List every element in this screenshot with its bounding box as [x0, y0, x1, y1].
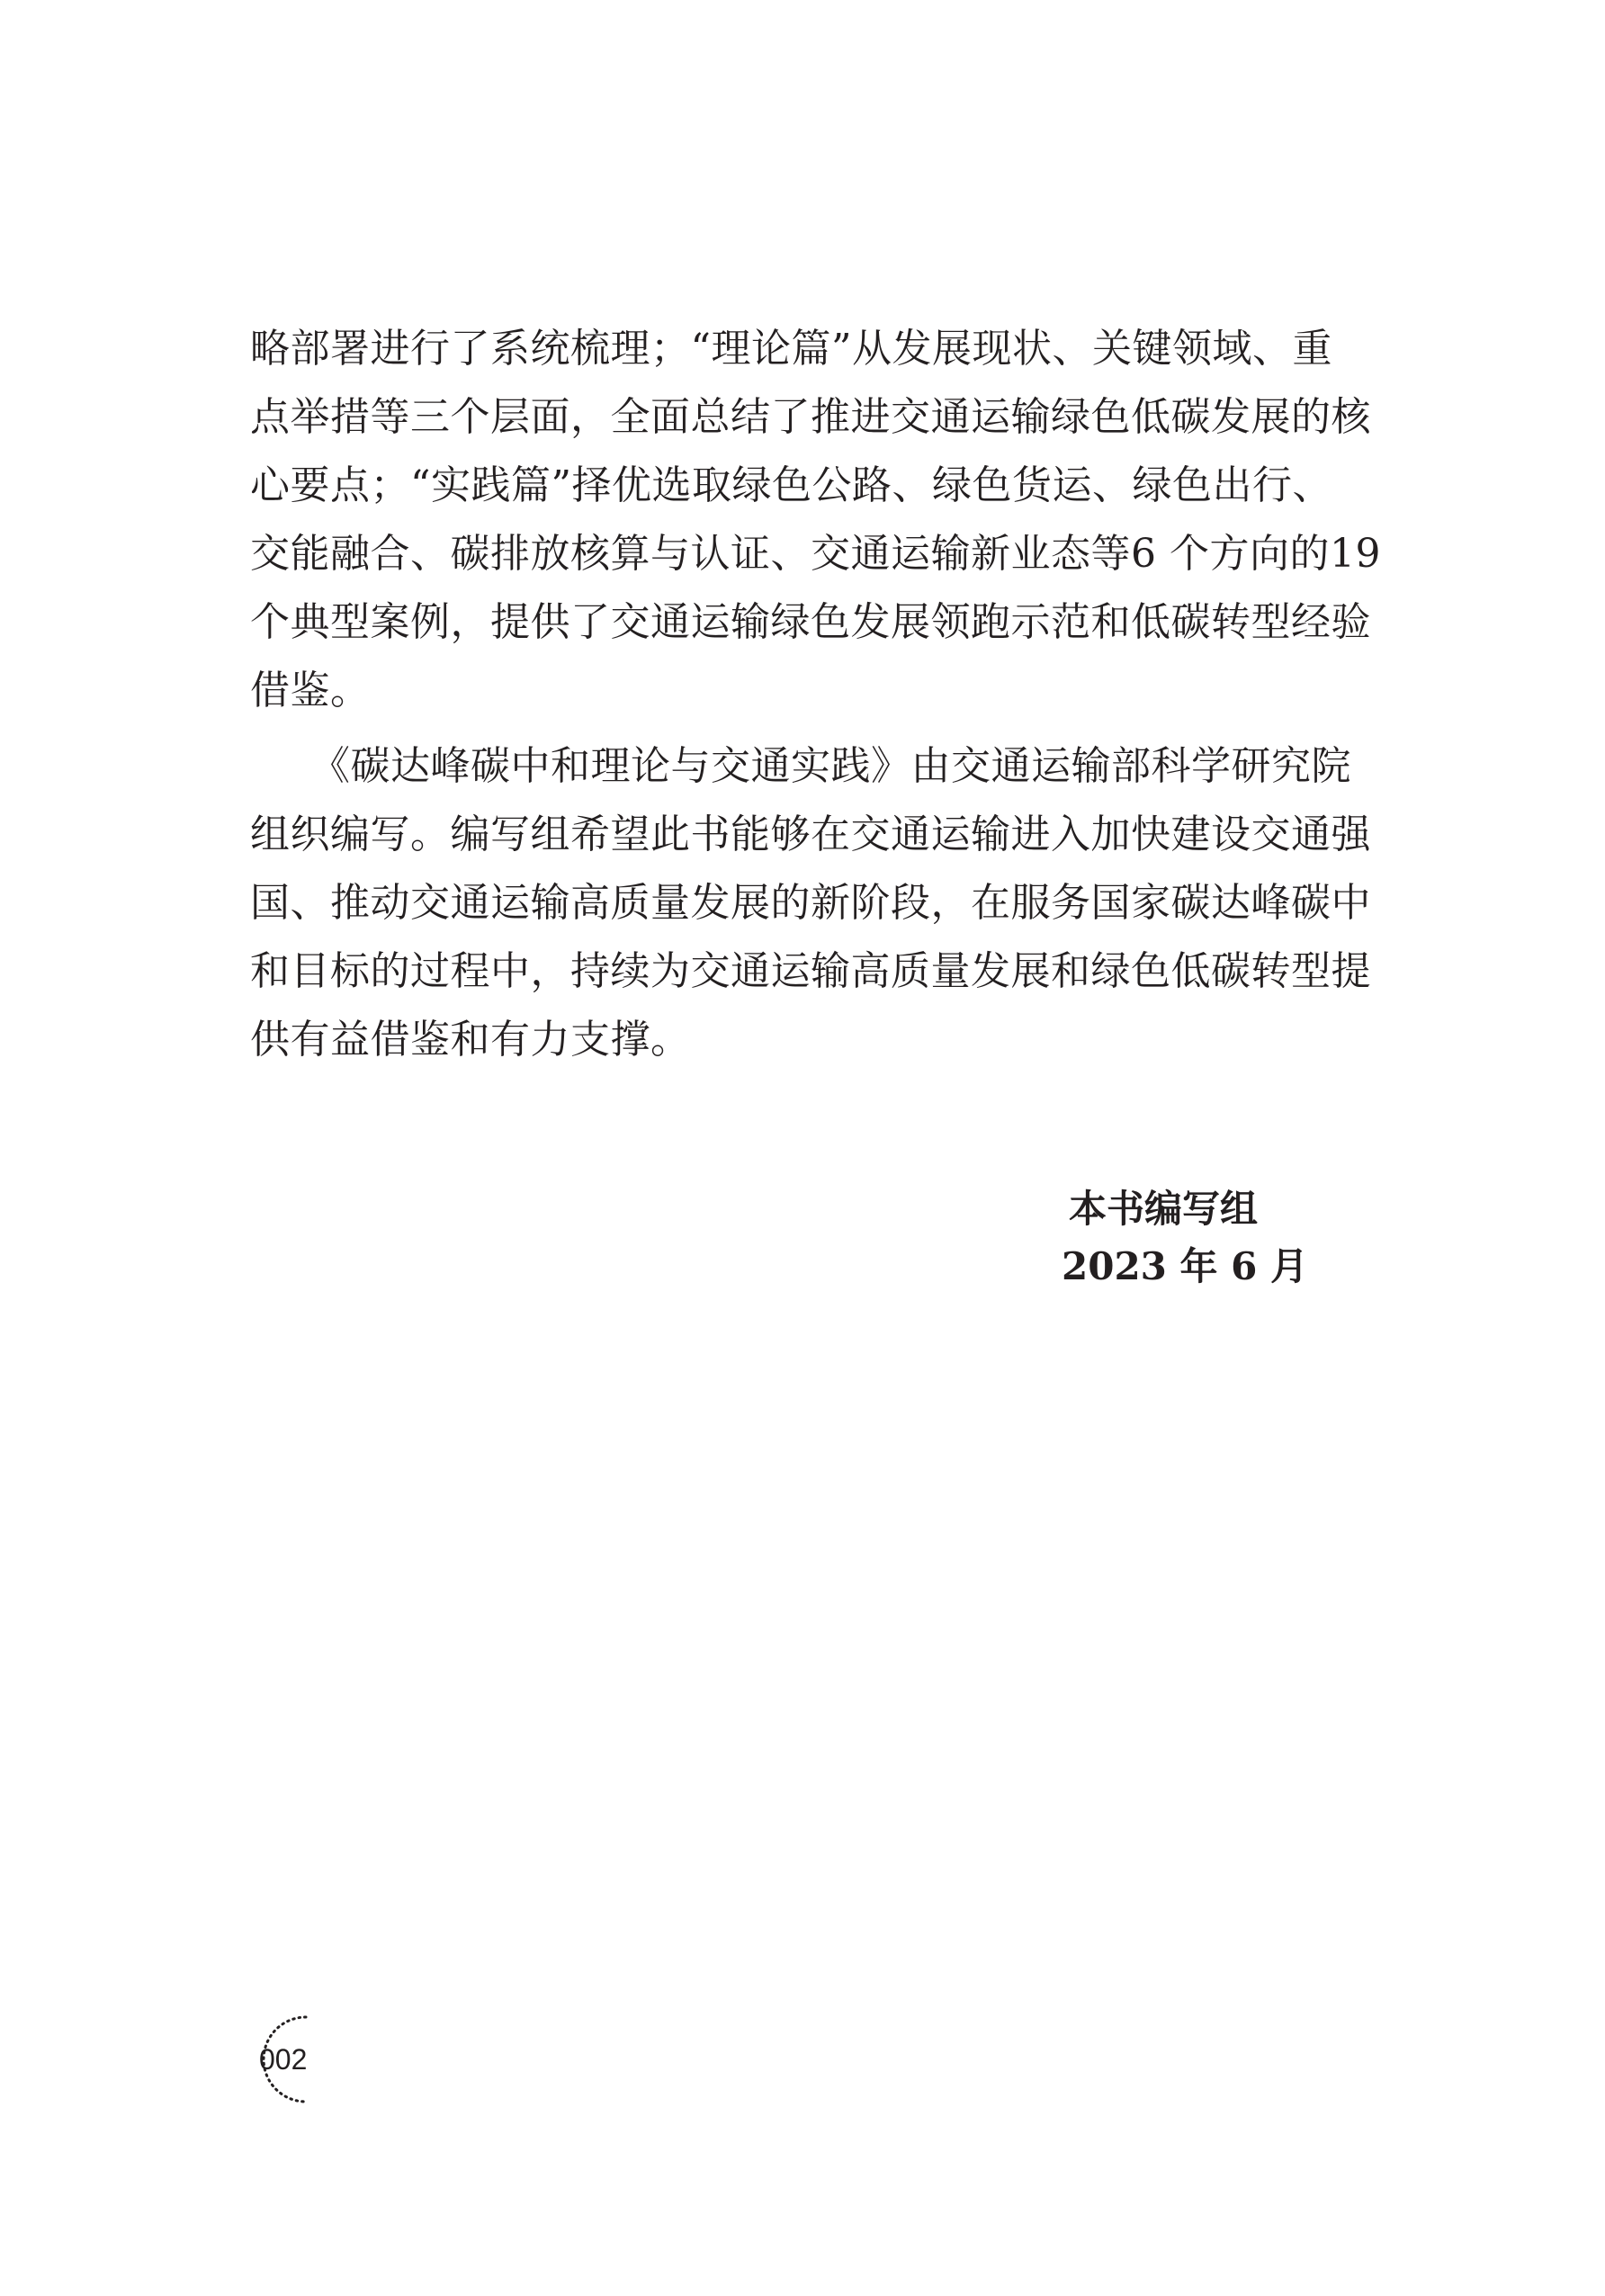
- page-number-badge: [256, 2013, 309, 2105]
- text-line: 供有益借鉴和有力支撑。: [250, 1017, 691, 1063]
- text-line: 组织编写。编写组希望此书能够在交通运输进入加快建设交通强: [250, 812, 1371, 857]
- text-line: 点举措等三个层面，全面总结了推进交通运输绿色低碳发展的核: [250, 394, 1371, 440]
- signature-block: [1062, 1180, 1308, 1296]
- body-text: [250, 315, 1381, 1074]
- text-line: 交能融合、碳排放核算与认证、交通运输新业态等6 个方向的19: [250, 531, 1381, 577]
- paragraph-2: [250, 732, 1371, 1074]
- signature-date: 2023 年 6 月: [1062, 1244, 1308, 1288]
- signature-author: 本书编写组: [1069, 1187, 1259, 1231]
- text-line: 心要点；“实践篇”择优选取绿色公路、绿色货运、绿色出行、: [250, 462, 1332, 508]
- text-line: 国、推动交通运输高质量发展的新阶段，在服务国家碳达峰碳中: [250, 880, 1371, 926]
- paragraph-spacer: [250, 725, 1357, 732]
- paragraph-1: [250, 315, 1381, 725]
- text-line: 借鉴。: [250, 668, 371, 713]
- text-line: 《碳达峰碳中和理论与交通实践》由交通运输部科学研究院: [250, 743, 1351, 789]
- text-line: 和目标的过程中，持续为交通运输高质量发展和绿色低碳转型提: [250, 948, 1371, 994]
- text-line: 个典型案例，提供了交通运输绿色发展领跑示范和低碳转型经验: [250, 599, 1371, 645]
- page-number: 002: [259, 2043, 308, 2076]
- text-line: 略部署进行了系统梳理；“理论篇”从发展现状、关键领域、重: [250, 326, 1332, 372]
